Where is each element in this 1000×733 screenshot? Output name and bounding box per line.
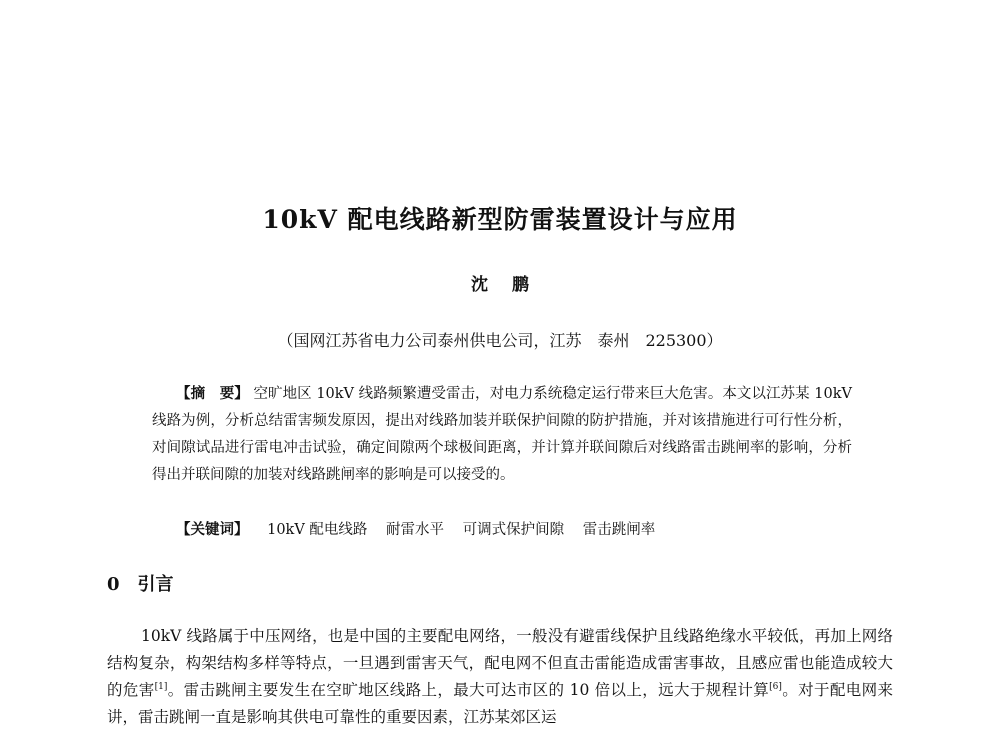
body-text-part3: 。对于配电网来讲，雷击跳闸一直是影响其供电可靠性的重要因素，江苏某郊区运 [107,681,893,726]
abstract-text: 空旷地区 10kV 线路频繁遭受雷击，对电力系统稳定运行带来巨大危害。本文以江苏某 10kV 线路为例，分析总结雷害频发原因，提出对线路加装并联保护间隙的防护措施，并对该措施进行可行性分析，对间隙试品进行雷电冲击试验，确定间隙两个球极间距离，并计算并联间隙后对线路雷击跳闸率的影响，分析得出并联间隙的加装对线路跳闸率的影响是可以接受的。 [152,386,853,483]
body-text-part1: 10kV 线路属于中压网络，也是中国的主要配电网络，一般没有避雷线保护且线路绝缘水平较低，再加上网络结构复杂，构架结构多样等特点，一旦遇到雷害天气，配电网不但直击雷能造成雷害事故，且感应雷也能造成较大的危害 [107,627,893,699]
section-heading [107,570,174,596]
keywords-block [176,516,856,544]
section-title: 引言 [137,574,174,595]
citation-ref: [1] [154,681,168,692]
keyword-item: 雷击跳闸率 [582,522,656,538]
paper-author: 沈 鹏 [471,275,529,295]
abstract-block [152,380,852,489]
keyword-item: 耐雷水平 [386,522,445,538]
body-text-part2: 。雷击跳闸主要发生在空旷地区线路上，最大可达市区的 10 倍以上，远大于规程计算 [167,681,770,699]
paper-title: 10kV 配电线路新型防雷装置设计与应用 [262,205,738,234]
abstract-label: 【摘 要】 [176,385,249,402]
paper-affiliation: （国网江苏省电力公司泰州供电公司，江苏 泰州 225300） [277,331,723,350]
keyword-item: 10kV 配电线路 [267,522,368,538]
keyword-item: 可调式保护间隙 [462,522,565,538]
keywords-label: 【关键词】 [176,521,249,538]
section-number: 0 [107,574,120,595]
body-paragraph [107,623,893,731]
citation-ref: [6] [769,681,782,692]
